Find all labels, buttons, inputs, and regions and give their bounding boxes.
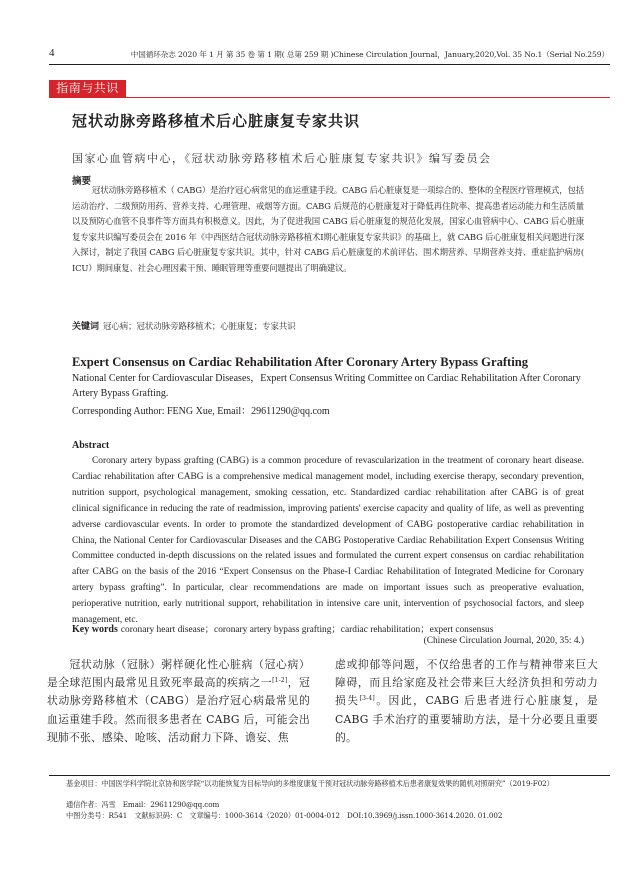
running-head: 中国循环杂志 2020 年 1 月 第 35 卷 第 1 期( 总第 259 期 )Chinese Circulation Journal，January,2020,Vol. 35 No.1（Serial No.259） bbox=[130, 50, 609, 59]
header-rule bbox=[49, 64, 610, 65]
body-text: 虑或抑郁等问题，不仅给患者的工作与精神带来巨大障碍，而且给家庭及社会带来巨大经济负担和劳动力损失 bbox=[335, 658, 598, 708]
chinese-title: 冠状动脉旁路移植术后心脏康复专家共识 bbox=[72, 112, 361, 130]
english-abstract-heading: Abstract bbox=[72, 440, 110, 451]
english-keywords-text: coronary heart disease；coronary artery bypass grafting；cardiac rehabilitation；expert consensus bbox=[120, 625, 494, 635]
chinese-abstract bbox=[72, 183, 584, 277]
reference-marker[interactable]: [3-4] bbox=[359, 695, 375, 703]
body-column-left bbox=[47, 656, 310, 747]
chinese-keywords-label: 关键词 bbox=[72, 322, 100, 332]
footnote-funding: 基金项目：中国医学科学院北京协和医学院“以功能恢复为目标导向的多维度康复干预对冠状动脉旁路移植术后患者康复效果的随机对照研究”（2019-F02） bbox=[66, 779, 554, 788]
english-title: Expert Consensus on Cardiac Rehabilitation After Coronary Artery Bypass Grafting bbox=[72, 355, 529, 369]
english-keywords-label: Key words bbox=[72, 624, 118, 635]
reference-marker[interactable]: [1-2] bbox=[272, 677, 288, 685]
footnote-rule bbox=[49, 775, 610, 776]
body-text: 。因此，CABG 后患者进行心脏康复，是 CABG 手术治疗的重要辅助方法，是十分必要且重要的。 bbox=[335, 694, 599, 744]
english-authors: National Center for Cardiovascular Diseases，Expert Consensus Writing Committee on Cardiac Rehabilitation After Coronary Artery Bypass Grafting. bbox=[72, 373, 581, 399]
english-keywords bbox=[72, 621, 592, 635]
footnote-correspondence: 通信作者：冯雪 Email：29611290@qq.com bbox=[66, 800, 220, 809]
chinese-abstract-heading: 摘要 bbox=[72, 176, 92, 187]
english-abstract-text: Coronary artery bypass grafting (CABG) is a common procedure of revascularization in the treatment of coronary heart disease. Cardiac rehabilitation after CABG is a comprehensive medical management model, including exercise therapy, secondary prevention, nutrition support, psychological management, smoking cessation, etc. Standardized cardiac rehabilitation after CABG is of great clinical significance in reducing the rate of readmission, improving patients' exercise capacity and quality of life, as well as preventing adverse cardiovascular events. In order to promote the standardized development of CABG postoperative cardiac rehabilitation in China, the National Center for Cardiovascular Diseases and the CABG Postoperative Cardiac Rehabilitation Expert Consensus Writing Committee conducted in-depth discussions on the related issues and formulated the current expert consensus on cardiac rehabilitation after CABG on the basis of the 2016 “Expert Consensus on the Phase-I Cardiac Rehabilitation of Integrated Medicine for Coronary artery bypass grafting”. In particular, clear recommendations are made on important issues such as preoperative evaluation, perioperative nutrition, early nutritional support, rehabilitation in intensive care unit, intervention of psychosocial factors, and sleep management, etc. bbox=[72, 456, 584, 626]
section-rule bbox=[49, 97, 610, 98]
page-number: 4 bbox=[49, 47, 55, 59]
body-column-right bbox=[335, 656, 598, 747]
english-corresponding-author: Corresponding Author: FENG Xue, Email：29611290@qq.com bbox=[72, 406, 330, 417]
english-abstract bbox=[72, 454, 584, 629]
chinese-abstract-text: 冠状动脉旁路移植术（ CABG）是治疗冠心病常见的血运重建手段。CABG 后心脏康复是一项综合的、整体的全程医疗管理模式，包括运动治疗、二级预防用药、营养支持、心理管理、戒烟等方面。CABG 后规范的心脏康复对于降低再住院率、提高患者运动能力和生活质量以及预防心血管不良事件等方面具有积极意义。因此，为了促进我国 CABG 后心脏康复的规范化发展，国家心血管病中心、CABG 后心脏康复专家共识编写委员会在 2016 年《中西医结合冠状动脉旁路移植术Ⅰ期心脏康复专家共识》的基础上，就 CABG 后心脏康复相关问题进行深入探讨，制定了我国 CABG 后心脏康复专家共识。其中，针对 CABG 后心脏康复的术前评估、围术期营养、早期营养支持、重症监护病房( ICU）期间康复、社会心理因素干预、睡眠管理等重要问题提出了明确建议。 bbox=[72, 185, 584, 273]
footnote-classification: 中图分类号：R541 文献标识码：C 文章编号：1000-3614（2020）01-0004-012 DOI:10.3969/j.issn.1000-3614.2020. 01.002 bbox=[66, 811, 503, 820]
citation: (Chinese Circulation Journal, 2020, 35: 4.) bbox=[423, 636, 584, 646]
body-text: ，冠状动脉旁路移植术（CABG）是治疗冠心病最常见的血运重建手段。然而很多患者在 CABG 后，可能会出现肺不张、感染、呛咳、活动耐力下降、谵妄、焦 bbox=[47, 676, 310, 744]
body-text: 冠状动脉（冠脉）粥样硬化性心脏病（冠心病）是全球范围内最常见且致死率最高的疾病之一 bbox=[47, 658, 310, 690]
chinese-authors: 国家心血管病中心，《冠状动脉旁路移植术后心脏康复专家共识》编写委员会 bbox=[72, 152, 492, 165]
section-badge: 指南与共识 bbox=[49, 80, 126, 97]
chinese-keywords bbox=[72, 319, 584, 332]
chinese-keywords-text: 冠心病；冠状动脉旁路移植术；心脏康复；专家共识 bbox=[103, 321, 296, 331]
